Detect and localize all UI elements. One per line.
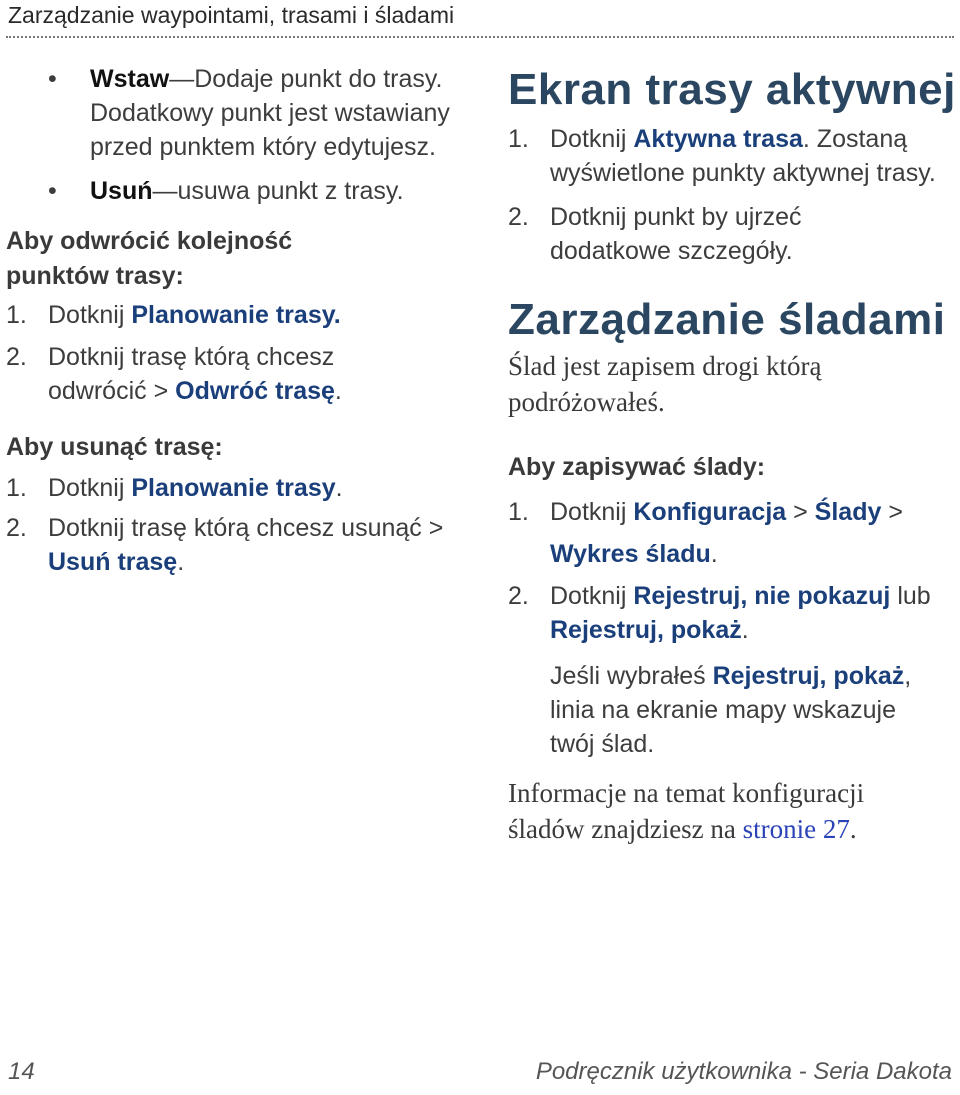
- step-number: 2.: [6, 343, 27, 371]
- menu-reference: Aktywna trasa: [633, 125, 803, 153]
- step-number: 1.: [6, 301, 27, 329]
- bullet-text: —Dodaje punkt do trasy. Dodatkowy punkt jest wstawiany przed punktem który edytujesz.: [90, 65, 450, 161]
- step-end: .: [334, 377, 342, 405]
- step-number: 1.: [6, 474, 27, 502]
- menu-reference: Rejestruj, pokaż: [550, 616, 742, 644]
- separator: >: [786, 498, 815, 526]
- page-link[interactable]: stronie 27: [742, 814, 850, 844]
- step-number: 2.: [508, 203, 529, 231]
- note-text: , linia na ekranie mapy wskazuje twój ślad.: [550, 662, 912, 758]
- step-item: [0, 340, 378, 408]
- list-item: [0, 62, 470, 164]
- step-text: Dotknij: [48, 301, 132, 329]
- list-item: [0, 174, 470, 208]
- step-text: Dotknij: [550, 582, 634, 610]
- bullet-text: —usuwa punkt z trasy.: [152, 177, 404, 205]
- menu-reference: Planowanie trasy: [131, 474, 336, 502]
- step-number: 2.: [6, 514, 27, 542]
- tracks-intro: Ślad jest zapisem drogi którą podróżowałeś.: [508, 351, 822, 417]
- step-number: 2.: [508, 582, 529, 610]
- step-end: . Zostaną wyświetlone punkty aktywnej trasy.: [550, 125, 936, 187]
- step-item: [0, 298, 470, 332]
- right-column: [508, 64, 960, 847]
- step-text: Dotknij trasę którą chcesz usunąć >: [48, 514, 444, 542]
- step-text: Dotknij: [550, 498, 634, 526]
- info-text: Informacje na temat konfiguracji śladów znajdziesz na: [508, 778, 865, 844]
- step-number: 1.: [508, 498, 529, 526]
- step-item: [508, 579, 950, 647]
- step-text: Dotknij trasę którą chcesz odwrócić >: [48, 343, 335, 405]
- step-end: .: [177, 548, 185, 576]
- step-end: .: [335, 474, 343, 502]
- step-end: .: [741, 616, 749, 644]
- menu-reference: Wykres śladu: [550, 540, 711, 568]
- info-end: .: [849, 814, 857, 844]
- step-item: [508, 491, 960, 575]
- delete-route-heading: Aby usunąć trasę:: [6, 433, 223, 461]
- record-tracks-heading: Aby zapisywać ślady:: [508, 453, 766, 481]
- bullet-icon: •: [48, 177, 57, 205]
- info-paragraph: [508, 775, 908, 847]
- step-item: [508, 122, 960, 190]
- header-divider: [6, 36, 954, 38]
- manual-title: Podręcznik użytkownika - Seria Dakota: [535, 1058, 952, 1085]
- reverse-route-heading: Aby odwrócić kolejność punktów trasy:: [6, 227, 293, 290]
- menu-reference: Konfiguracja: [633, 498, 787, 526]
- bullet-icon: •: [48, 65, 57, 93]
- page-number: 14: [8, 1058, 35, 1085]
- separator: >: [881, 498, 903, 526]
- step-item: [0, 511, 468, 579]
- menu-reference: Planowanie trasy: [131, 301, 334, 329]
- menu-reference: Rejestruj, nie pokazuj: [633, 582, 891, 610]
- bullet-term: Wstaw: [90, 65, 170, 93]
- step-end: .: [333, 301, 341, 329]
- left-column: [0, 62, 470, 579]
- bullet-term: Usuń: [90, 177, 153, 205]
- step-number: 1.: [508, 125, 529, 153]
- step-note: [508, 659, 940, 761]
- step-end: .: [710, 540, 718, 568]
- step-text: lub: [890, 582, 931, 610]
- step-text: Dotknij punkt by ujrzeć dodatkowe szczegóły.: [550, 203, 802, 265]
- menu-reference: Ślady: [814, 498, 882, 526]
- step-item: [508, 200, 880, 268]
- step-text: Dotknij: [550, 125, 634, 153]
- step-text: Dotknij: [48, 474, 132, 502]
- menu-reference: Usuń trasę: [48, 548, 178, 576]
- step-item: [0, 471, 470, 505]
- active-route-title: Ekran trasy aktywnej: [508, 65, 956, 114]
- note-text: Jeśli wybrałeś: [550, 662, 713, 690]
- tracks-title: Zarządzanie śladami: [508, 295, 946, 344]
- menu-reference: Odwróć trasę: [175, 377, 335, 405]
- running-header: Zarządzanie waypointami, trasami i śladami: [8, 2, 455, 28]
- menu-reference: Rejestruj, pokaż: [712, 662, 905, 690]
